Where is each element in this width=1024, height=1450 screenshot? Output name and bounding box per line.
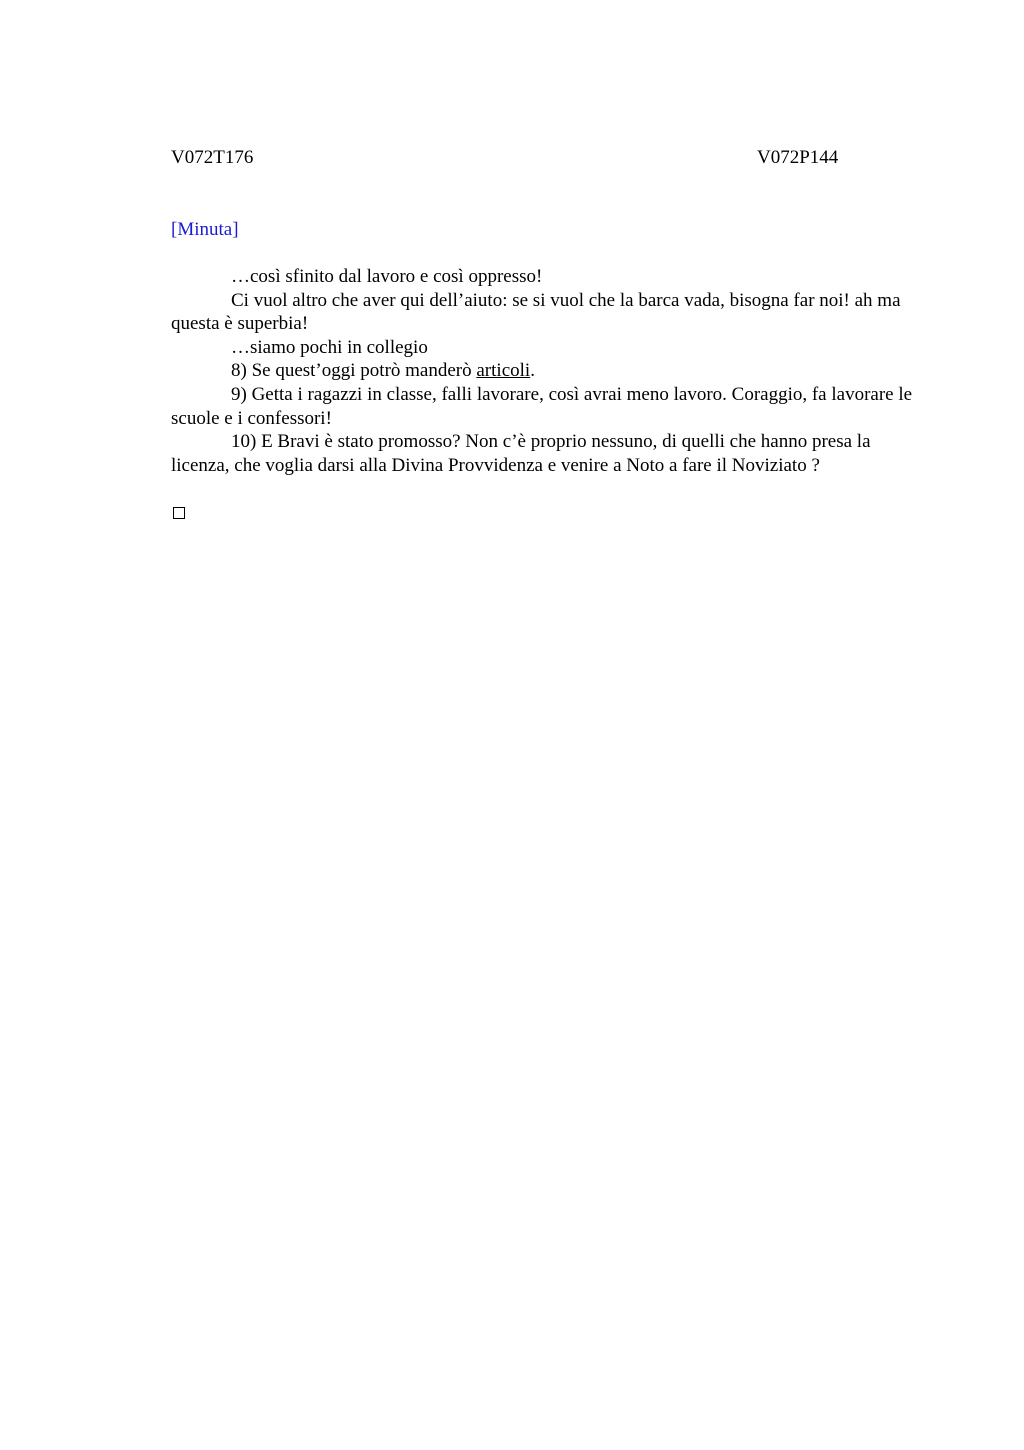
document-code-left: V072T176 bbox=[171, 147, 254, 168]
paragraph-1: …così sfinito dal lavoro e così oppresso! bbox=[231, 266, 543, 287]
underlined-word: articoli bbox=[476, 360, 531, 382]
paragraph-4 bbox=[171, 359, 931, 383]
paragraph-5: 9) Getta i ragazzi in classe, falli lavorare, così avrai meno lavoro. Coraggio, fa lavorare le scuole e i confessori! bbox=[171, 383, 913, 429]
paragraph-3: …siamo pochi in collegio bbox=[231, 336, 428, 358]
paragraph-4-end: . bbox=[530, 360, 535, 382]
paragraph-2: Ci vuol altro che aver qui dell’aiuto: se si vuol che la barca vada, bisogna far noi! ah ma questa è superbia! bbox=[171, 289, 901, 335]
document-code-right: V072P144 bbox=[757, 147, 839, 168]
section-label: [Minuta] bbox=[171, 219, 239, 240]
empty-square-icon bbox=[173, 507, 185, 519]
letter-body bbox=[171, 265, 931, 477]
paragraph-6: 10) E Bravi è stato promosso? Non c’è proprio nessuno, di quelli che hanno presa la licenza, che voglia darsi alla Divina Provvidenza e venire a Noto a fare il Noviziato ? bbox=[171, 431, 871, 476]
paragraph-4-text: 8) Se quest’oggi potrò manderò bbox=[231, 360, 477, 382]
